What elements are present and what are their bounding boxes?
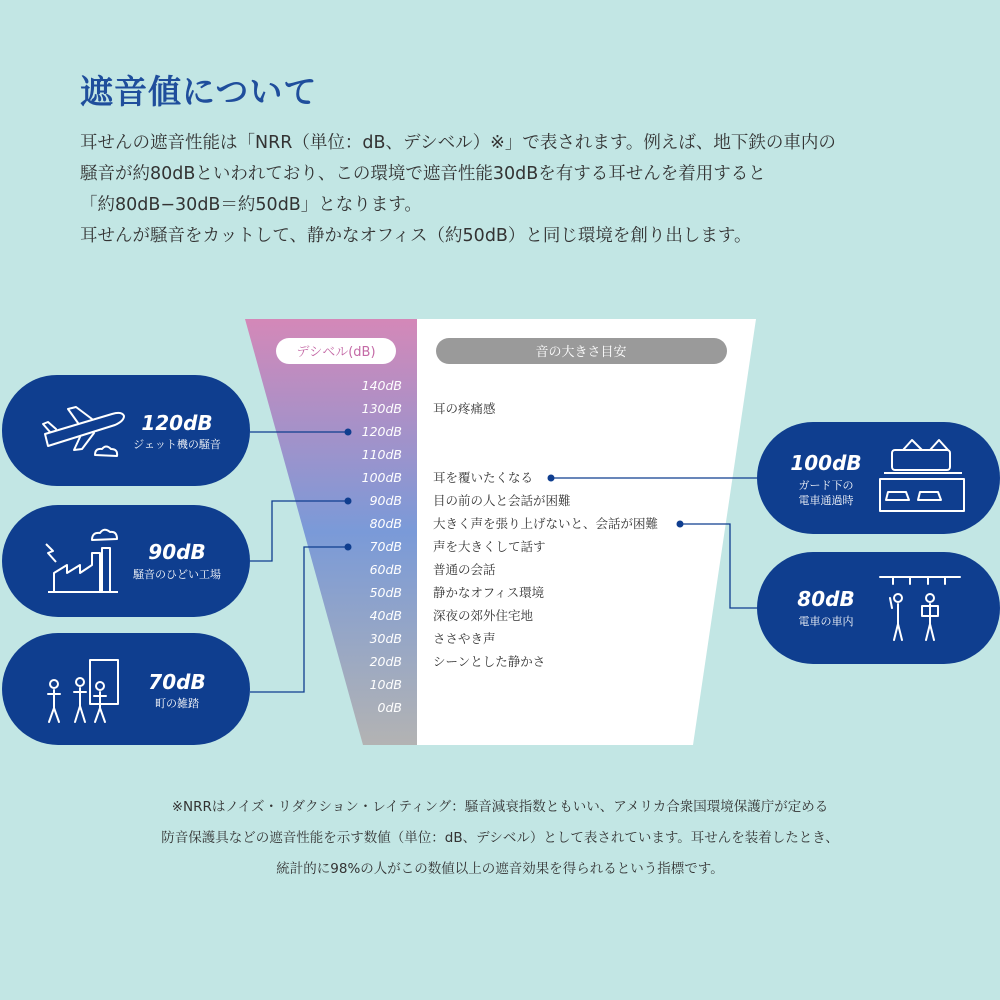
example-label-crowd: 町の雑踏	[155, 697, 199, 710]
example-label-train-bridge: 電車通過時	[798, 494, 854, 507]
intro-line: 耳せんの遮音性能は「NRR（単位：dB、デシベル）※」で表されます。例えば、地下鉄の車内の	[80, 133, 836, 153]
intro-line: 騒音が約80dBといわれており、この環境で遮音性能30dBを有する耳せんを着用すると	[80, 164, 766, 184]
intro-line: 耳せんが騒音をカットして、静かなオフィス（約50dB）と同じ環境を創り出します。	[80, 226, 752, 246]
footnote	[0, 792, 1000, 885]
example-pill-factory	[2, 505, 250, 617]
footnote-line: ※NRRはノイズ・リダクション・レイティング：騒音減衰指数ともいい、アメリカ合衆国環境保護庁が定める	[171, 799, 829, 815]
db-level-label: 20dB	[369, 654, 402, 669]
db-header-label: デシベル(dB)	[296, 345, 376, 360]
example-label-train-bridge: ガード下の	[798, 479, 854, 492]
level-description: 大きく声を張り上げないと、会話が困難	[433, 516, 659, 531]
page-title: 遮音値について	[80, 72, 318, 111]
level-description: 普通の会話	[433, 562, 496, 577]
connector-dot	[677, 521, 684, 528]
desc-header-label: 音の大きさ目安	[535, 345, 627, 360]
example-pill-train-interior	[757, 552, 1000, 664]
db-level-label: 120dB	[361, 424, 402, 439]
connector-dot	[345, 498, 352, 505]
funnel-description-column	[417, 319, 756, 745]
example-label-jet: ジェット機の騒音	[133, 438, 221, 451]
db-level-label: 60dB	[369, 562, 402, 577]
example-value-factory: 90dB	[148, 540, 206, 564]
db-level-label: 130dB	[361, 401, 402, 416]
level-description: 耳の疼痛感	[433, 401, 496, 416]
example-pill-crowd	[2, 633, 250, 745]
level-description: シーンとした静かさ	[433, 654, 546, 669]
example-label-train-interior: 電車の車内	[798, 615, 854, 628]
db-level-label: 140dB	[361, 378, 402, 393]
db-level-label: 10dB	[369, 677, 402, 692]
db-level-label: 70dB	[369, 539, 402, 554]
footnote-line: 統計的に98%の人がこの数値以上の遮音効果を得られるという指標です。	[276, 861, 724, 877]
footnote-line: 防音保護具などの遮音性能を示す数値（単位：dB、デシベル）として表されています。耳せんを装着したとき、	[161, 830, 839, 846]
example-pill-jet	[2, 375, 250, 486]
example-value-crowd: 70dB	[148, 670, 206, 694]
level-description: 深夜の郊外住宅地	[433, 608, 534, 623]
db-level-label: 80dB	[369, 516, 402, 531]
level-description: 静かなオフィス環境	[433, 585, 545, 600]
db-level-label: 0dB	[377, 700, 402, 715]
db-level-label: 100dB	[361, 470, 402, 485]
level-description: 目の前の人と会話が困難	[433, 493, 571, 508]
example-value-jet: 120dB	[141, 411, 213, 435]
example-value-train-interior: 80dB	[797, 587, 855, 611]
db-level-label: 90dB	[369, 493, 402, 508]
level-description: 耳を覆いたくなる	[433, 470, 534, 485]
level-description: 声を大きくして話す	[433, 539, 546, 554]
db-level-label: 110dB	[361, 447, 402, 462]
db-level-label: 30dB	[369, 631, 402, 646]
connector-dot	[345, 544, 352, 551]
connector-dot	[548, 475, 555, 482]
db-level-label: 50dB	[369, 585, 402, 600]
db-level-label: 40dB	[369, 608, 402, 623]
example-value-train-bridge: 100dB	[790, 451, 862, 475]
connector-dot	[345, 429, 352, 436]
intro-line: 「約80dB−30dB＝約50dB」となります。	[80, 195, 422, 215]
example-label-factory: 騒音のひどい工場	[133, 568, 221, 581]
level-description: ささやき声	[433, 631, 496, 646]
